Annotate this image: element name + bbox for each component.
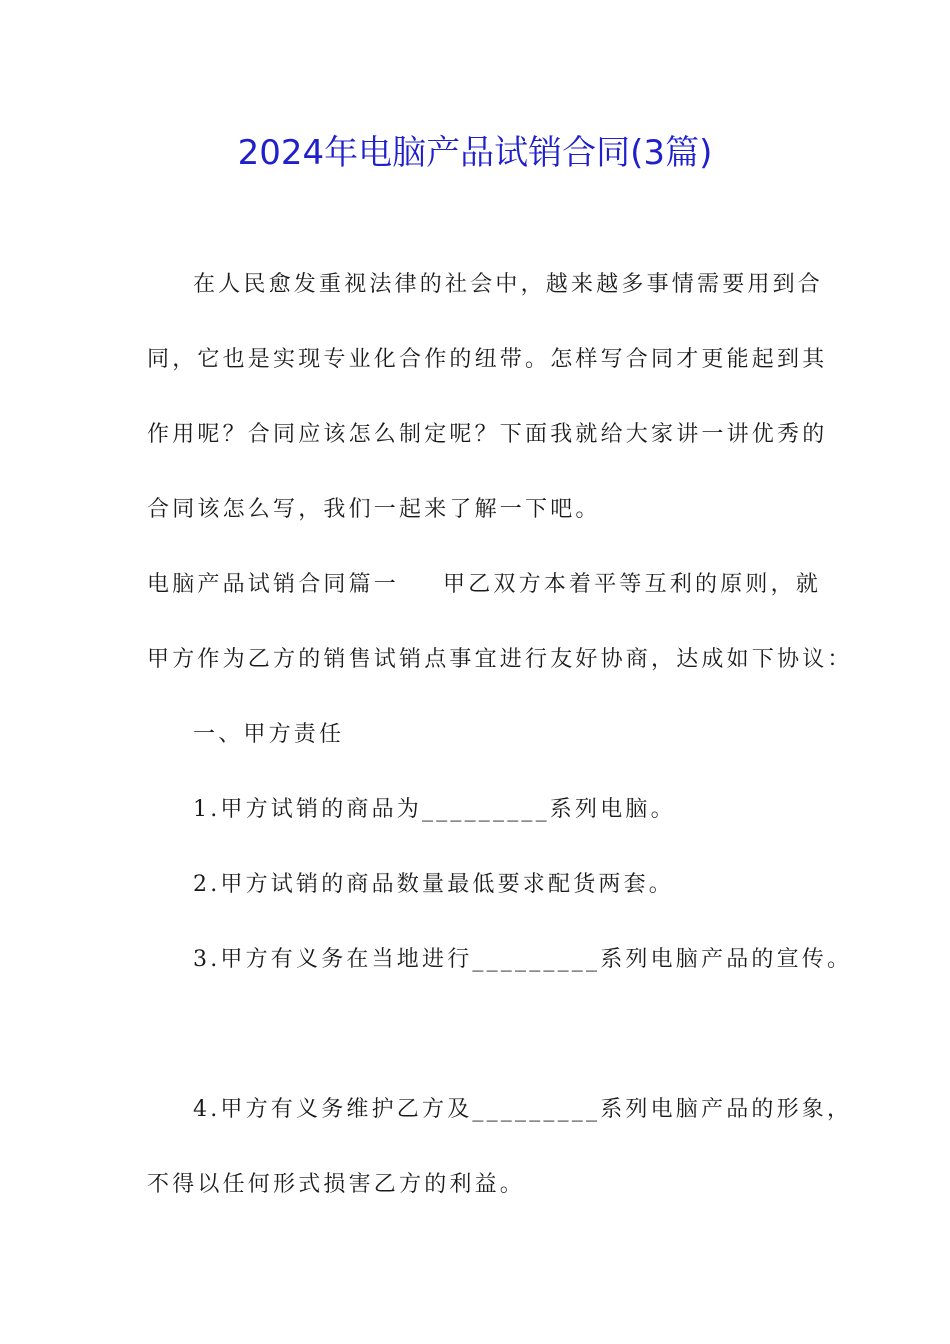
paragraph-line: 合同该怎么写，我们一起来了解一下吧。 — [147, 497, 601, 522]
clause-item: 3.甲方有义务在当地进行_________系列电脑产品的宣传。 — [193, 947, 853, 972]
section-intro: 甲乙双方本着平等互利的原则，就 — [443, 572, 822, 597]
paragraph-line: 同，它也是实现专业化合作的纽带。怎样写合同才更能起到其 — [147, 347, 828, 372]
clause-item: 4.甲方有义务维护乙方及_________系列电脑产品的形象， — [193, 1097, 853, 1122]
document-title: 2024年电脑产品试销合同(3篇) — [237, 133, 713, 173]
section-heading-line — [147, 568, 822, 602]
paragraph-line: 在人民愈发重视法律的社会中，越来越多事情需要用到合 — [193, 272, 824, 297]
paragraph-line: 作用呢？合同应该怎么制定呢？下面我就给大家讲一讲优秀的 — [147, 422, 828, 447]
clause-item: 1.甲方试销的商品为_________系列电脑。 — [193, 797, 676, 822]
section-heading: 电脑产品试销合同篇一 — [147, 572, 400, 597]
paragraph-line: 不得以任何形式损害乙方的利益。 — [147, 1172, 526, 1197]
paragraph-line: 甲方作为乙方的销售试销点事宜进行友好协商，达成如下协议： — [147, 647, 853, 672]
clause-item: 2.甲方试销的商品数量最低要求配货两套。 — [193, 872, 674, 897]
clause-heading: 一、甲方责任 — [193, 722, 345, 747]
